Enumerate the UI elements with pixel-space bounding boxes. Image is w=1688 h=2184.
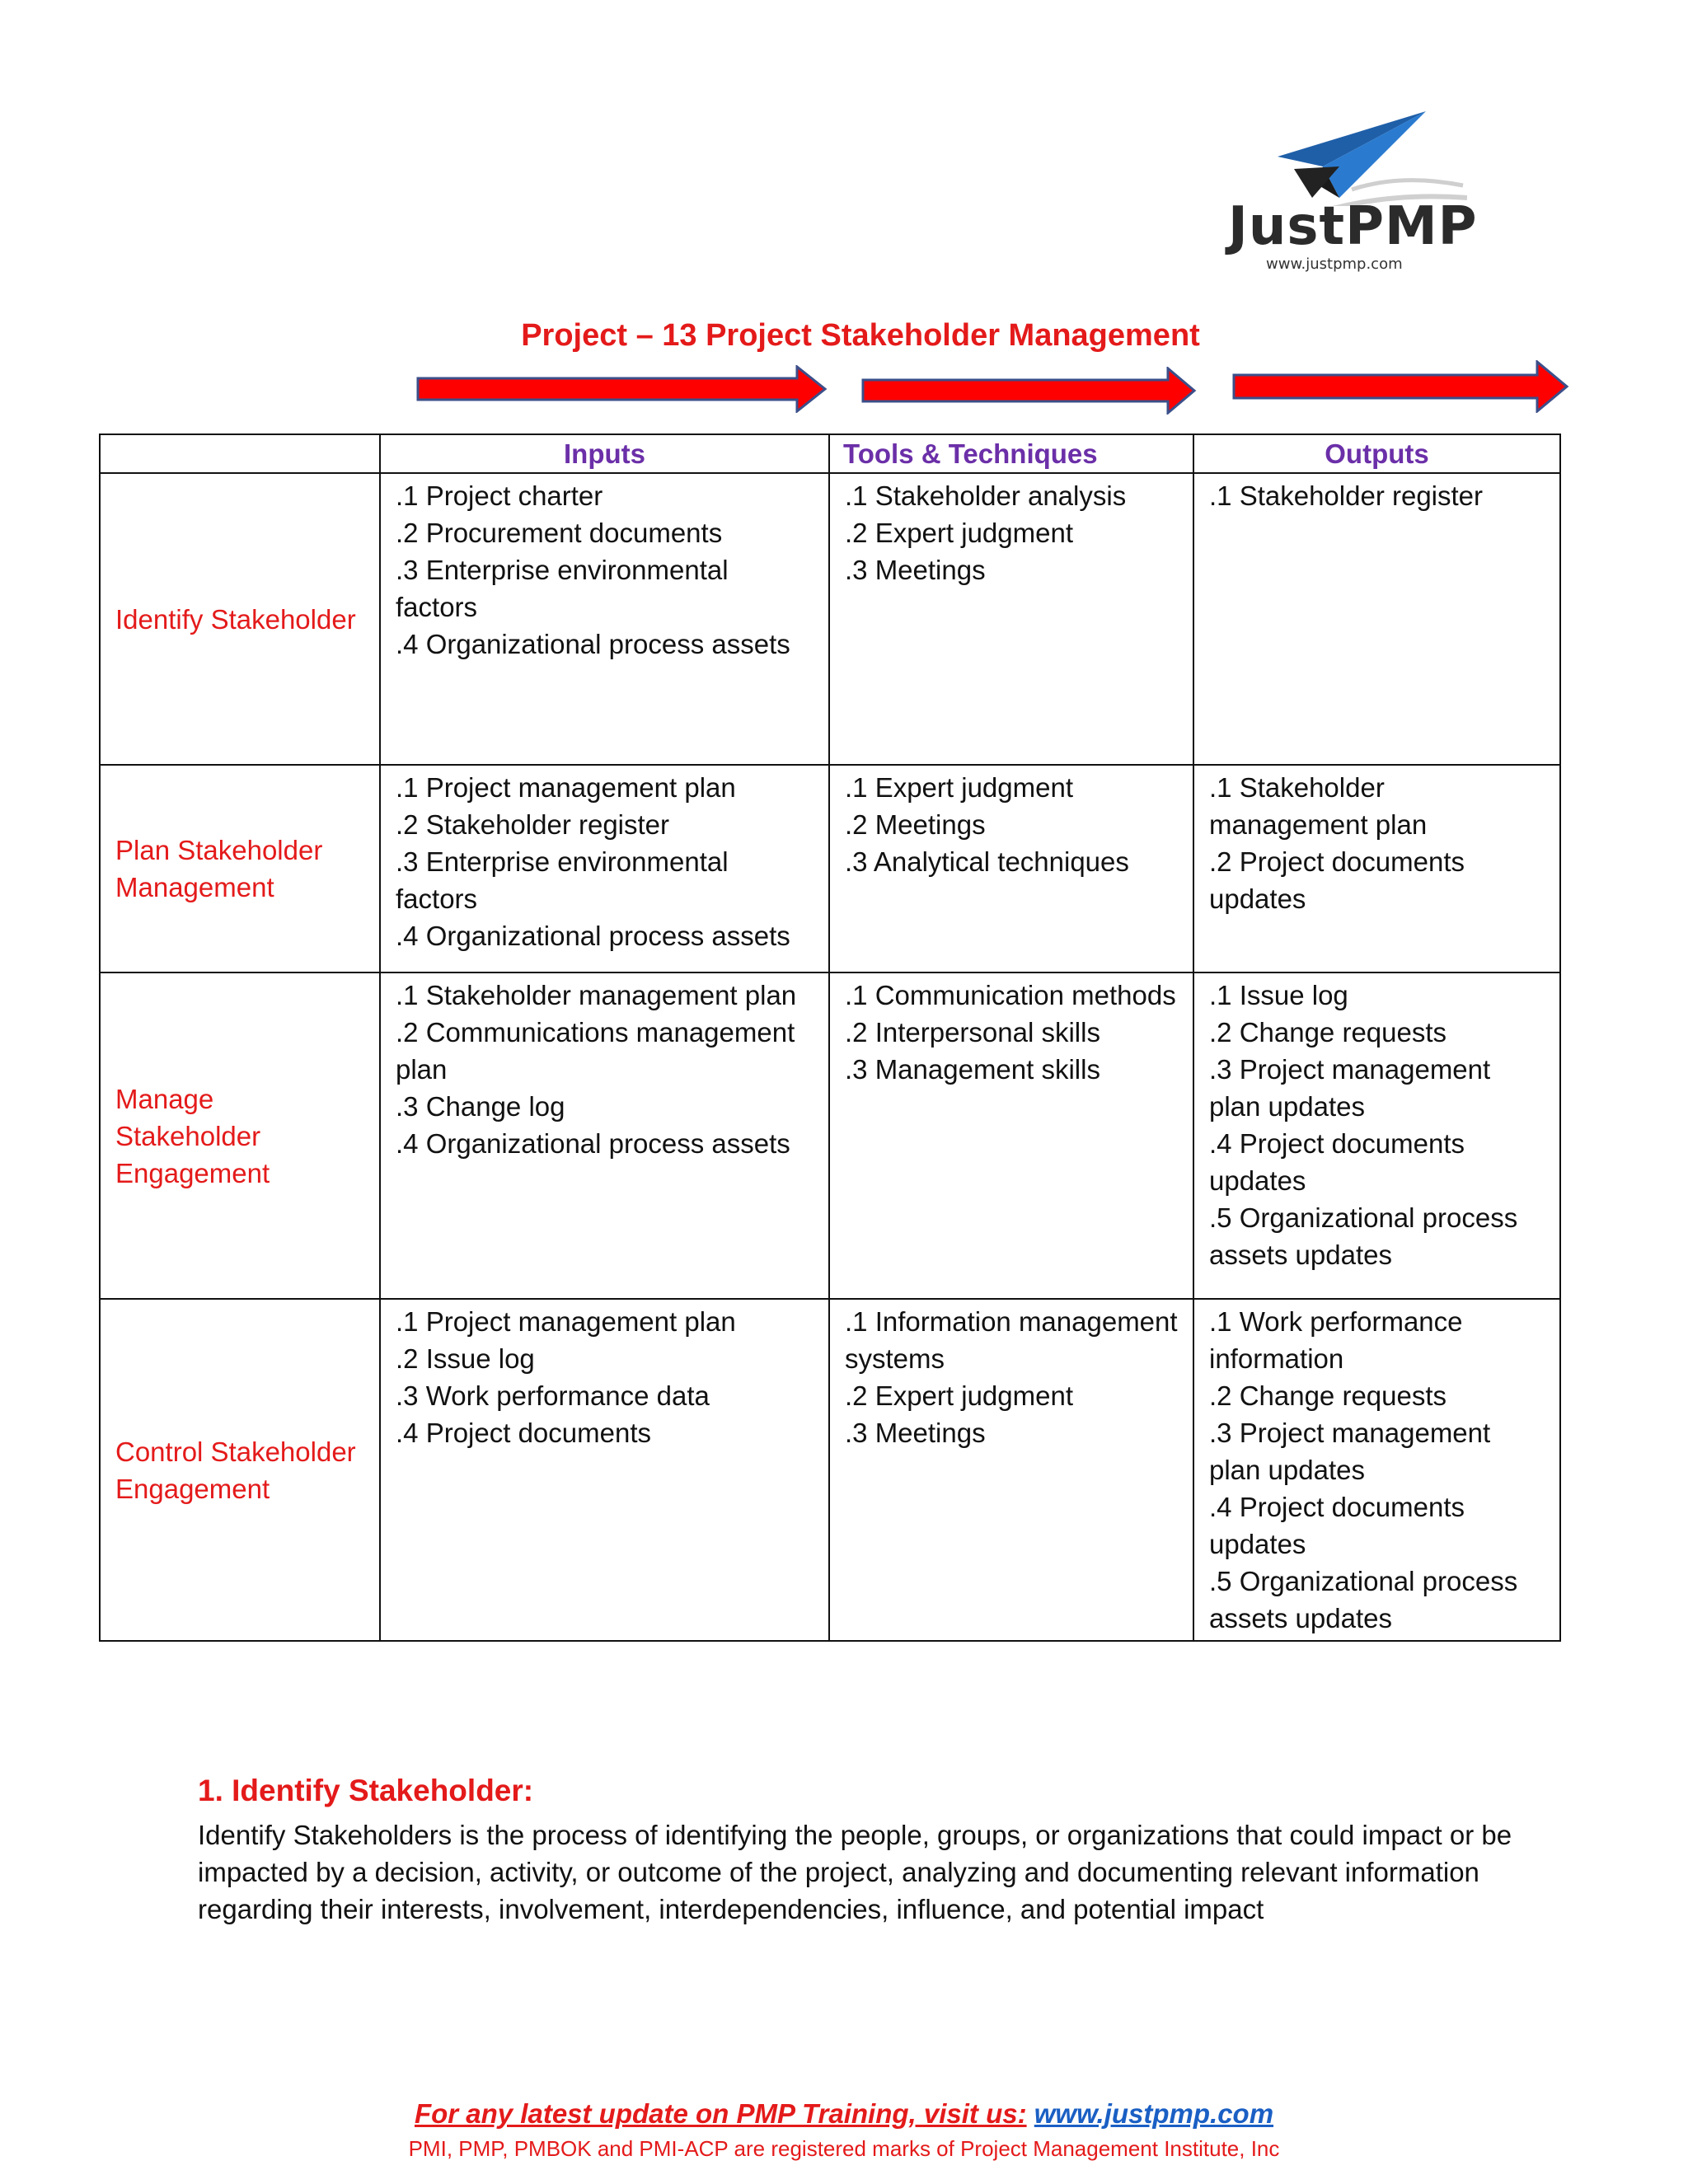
inputs-item: .3 Work performance data [396, 1380, 710, 1411]
cell-tools [829, 972, 1193, 1299]
process-name: Control Stakeholder Engagement [100, 1299, 380, 1641]
outputs-item: .2 Change requests [1209, 1380, 1447, 1411]
tools-item: .1 Stakeholder analysis [845, 480, 1127, 511]
justpmp-logo [1228, 107, 1492, 280]
table-row [100, 1299, 1560, 1641]
header-inputs: Inputs [380, 434, 829, 473]
arrow-right-icon [1232, 360, 1570, 413]
tools-item: .1 Communication methods [845, 980, 1176, 1010]
inputs-item: .4 Organizational process assets [396, 629, 790, 659]
inputs-item: .3 Enterprise environmental factors [396, 555, 729, 622]
page-title: Project – 13 Project Stakeholder Management [521, 318, 1200, 353]
outputs-item: .5 Organizational process assets updates [1209, 1566, 1518, 1633]
cell-inputs [380, 765, 829, 972]
cell-outputs [1193, 1299, 1560, 1641]
section-body: Identify Stakeholders is the process of identifying the people, groups, or organizations that could impact or be impacted by a decision, activity, or outcome of the project, analyzing and documenting relevant information regarding their interests, involvement, interdependencies, influence, and potential impact [198, 1820, 1512, 1924]
inputs-item: .4 Organizational process assets [396, 1128, 790, 1159]
header-outputs: Outputs [1193, 434, 1560, 473]
tools-item: .2 Interpersonal skills [845, 1017, 1100, 1047]
inputs-item: .3 Change log [396, 1091, 565, 1122]
cell-outputs [1193, 473, 1560, 765]
outputs-item: .4 Project documents updates [1209, 1128, 1465, 1196]
inputs-item: .2 Procurement documents [396, 518, 723, 548]
inputs-item: .1 Project management plan [396, 1306, 736, 1337]
section-heading: 1. Identify Stakeholder: [198, 1774, 534, 1807]
outputs-item: .2 Change requests [1209, 1017, 1447, 1047]
logo-wordmark: JustPMP [1228, 196, 1478, 257]
itto-table [99, 434, 1561, 1642]
outputs-item: .3 Project management plan updates [1209, 1054, 1491, 1122]
process-name: Manage Stakeholder Engagement [100, 972, 380, 1299]
inputs-item: .3 Enterprise environmental factors [396, 846, 729, 914]
cell-inputs [380, 473, 829, 765]
cell-tools [829, 765, 1193, 972]
tools-item: .3 Meetings [845, 555, 986, 585]
tools-item: .2 Expert judgment [845, 518, 1073, 548]
tools-item: .1 Expert judgment [845, 772, 1073, 803]
outputs-item: .4 Project documents updates [1209, 1492, 1465, 1559]
footer-trademark: PMI, PMP, PMBOK and PMI-ACP are registered marks of Project Management Institute, Inc [408, 2136, 1280, 2161]
process-name: Identify Stakeholder [100, 473, 380, 765]
outputs-item: .1 Stakeholder management plan [1209, 772, 1428, 840]
tools-item: .2 Expert judgment [845, 1380, 1073, 1411]
outputs-item: .1 Issue log [1209, 980, 1348, 1010]
tools-item: .1 Information management systems [845, 1306, 1178, 1374]
cell-tools [829, 1299, 1193, 1641]
table-row [100, 972, 1560, 1299]
footer-link[interactable]: www.justpmp.com [1034, 2098, 1274, 2129]
inputs-item: .2 Stakeholder register [396, 809, 670, 840]
inputs-item: .1 Project charter [396, 480, 603, 511]
outputs-item: .2 Project documents updates [1209, 846, 1465, 914]
logo-url: www.justpmp.com [1266, 255, 1403, 273]
tools-item: .3 Meetings [845, 1418, 986, 1448]
footer-prompt: For any latest update on PMP Training, visit us: [414, 2098, 1027, 2129]
inputs-item: .2 Issue log [396, 1343, 535, 1374]
arrow-right-icon [861, 367, 1198, 415]
footer-promo [0, 2098, 1688, 2130]
outputs-item: .1 Work performance information [1209, 1306, 1463, 1374]
tools-item: .3 Management skills [845, 1054, 1100, 1085]
cell-outputs [1193, 972, 1560, 1299]
arrow-right-icon [416, 365, 828, 413]
inputs-item: .4 Organizational process assets [396, 921, 790, 951]
outputs-item: .3 Project management plan updates [1209, 1418, 1491, 1485]
header-tools: Tools & Techniques [829, 434, 1193, 473]
cell-inputs [380, 972, 829, 1299]
cell-inputs [380, 1299, 829, 1641]
table-header-row [100, 434, 1560, 473]
inputs-item: .4 Project documents [396, 1418, 651, 1448]
process-name: Plan Stakeholder Management [100, 765, 380, 972]
cell-outputs [1193, 765, 1560, 972]
tools-item: .2 Meetings [845, 809, 986, 840]
cell-tools [829, 473, 1193, 765]
inputs-item: .1 Stakeholder management plan [396, 980, 797, 1010]
table-row [100, 473, 1560, 765]
outputs-item: .1 Stakeholder register [1209, 480, 1484, 511]
tools-item: .3 Analytical techniques [845, 846, 1129, 877]
header-empty [100, 434, 380, 473]
inputs-item: .1 Project management plan [396, 772, 736, 803]
paper-plane-icon [1261, 107, 1467, 206]
table-row [100, 765, 1560, 972]
inputs-item: .2 Communications management plan [396, 1017, 795, 1085]
outputs-item: .5 Organizational process assets updates [1209, 1202, 1518, 1270]
